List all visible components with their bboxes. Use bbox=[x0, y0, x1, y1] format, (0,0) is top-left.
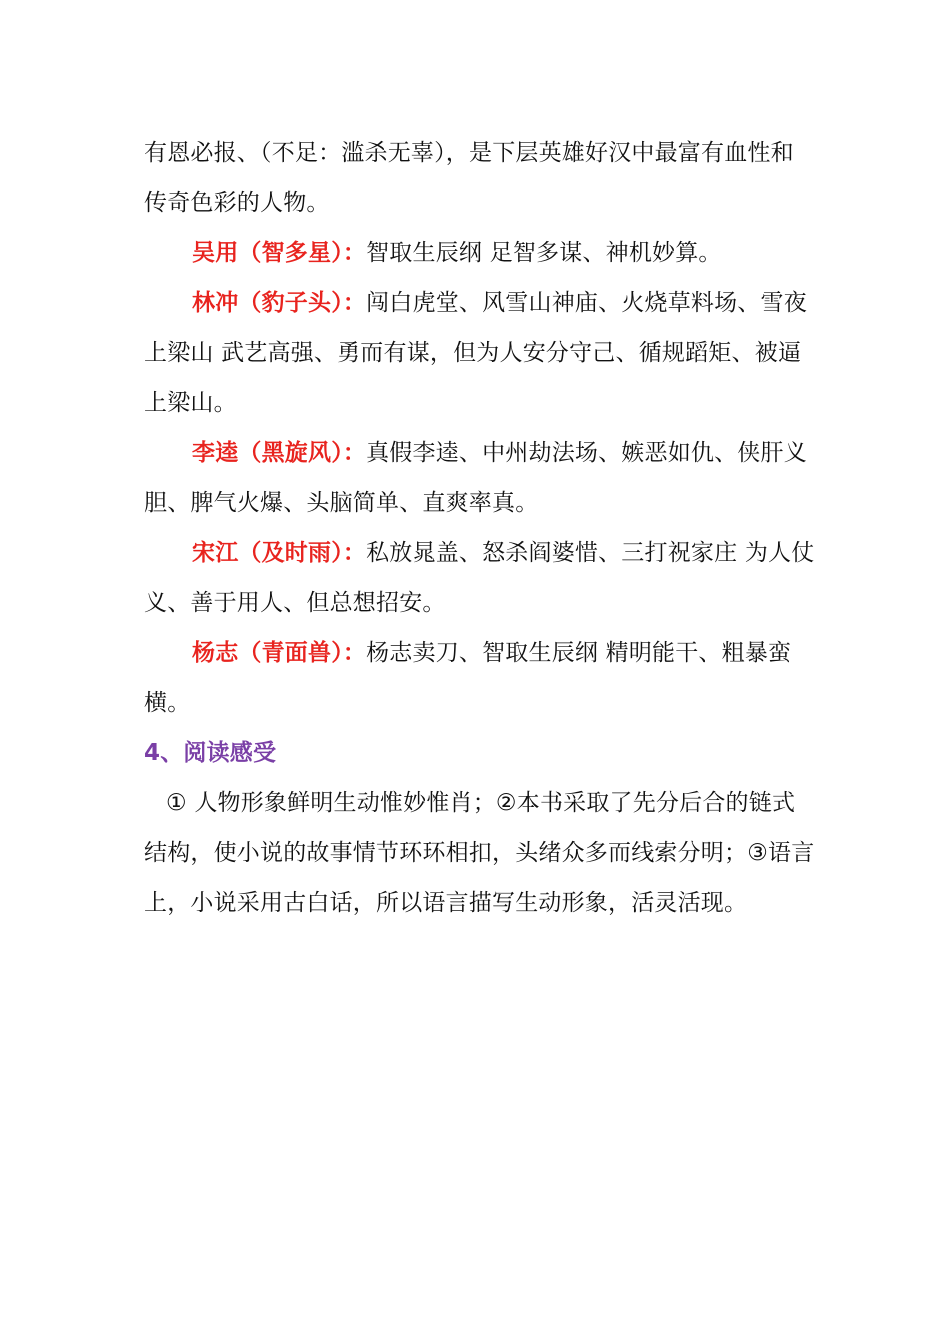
character-desc: 闯白虎堂、风雪山神庙、火烧草料场、雪夜上梁山 武艺高强、勇而有谋，但为人安分守己、循规蹈矩、被逼上梁山。 bbox=[144, 290, 807, 416]
character-song-jiang bbox=[144, 528, 816, 628]
section-body: ① 人物形象鲜明生动惟妙惟肖；②本书采取了先分后合的链式结构，使小说的故事情节环环相扣，头绪众多而线索分明；③语言上，小说采用古白话，所以语言描写生动形象，活灵活现。 bbox=[144, 790, 815, 916]
intro-text: 有恩必报、（不足：滥杀无辜），是下层英雄好汉中最富有血性和传奇色彩的人物。 bbox=[144, 140, 794, 216]
character-desc: 杨志卖刀、智取生辰纲 精明能干、粗暴蛮横。 bbox=[144, 640, 792, 716]
character-desc: 真假李逵、中州劫法场、嫉恶如仇、侠肝义胆、脾气火爆、头脑简单、直爽率真。 bbox=[144, 440, 807, 516]
character-name: 杨志（青面兽）： bbox=[192, 640, 367, 666]
character-li-kui bbox=[144, 428, 816, 528]
character-name: 林冲（豹子头）： bbox=[192, 290, 367, 316]
character-lin-chong bbox=[144, 278, 816, 428]
character-desc: 智取生辰纲 足智多谋、神机妙算。 bbox=[366, 240, 722, 266]
character-name: 李逵（黑旋风）： bbox=[192, 440, 367, 466]
document-content bbox=[144, 128, 816, 928]
character-desc: 私放晁盖、怒杀阎婆惜、三打祝家庄 为人仗义、善于用人、但总想招安。 bbox=[144, 540, 815, 616]
intro-paragraph bbox=[144, 128, 816, 228]
section-heading: 4、阅读感受 bbox=[144, 740, 277, 766]
character-yang-zhi bbox=[144, 628, 816, 728]
character-name: 吴用（智多星）： bbox=[192, 240, 367, 266]
character-name: 宋江（及时雨）： bbox=[192, 540, 367, 566]
character-wu-yong bbox=[144, 228, 816, 278]
